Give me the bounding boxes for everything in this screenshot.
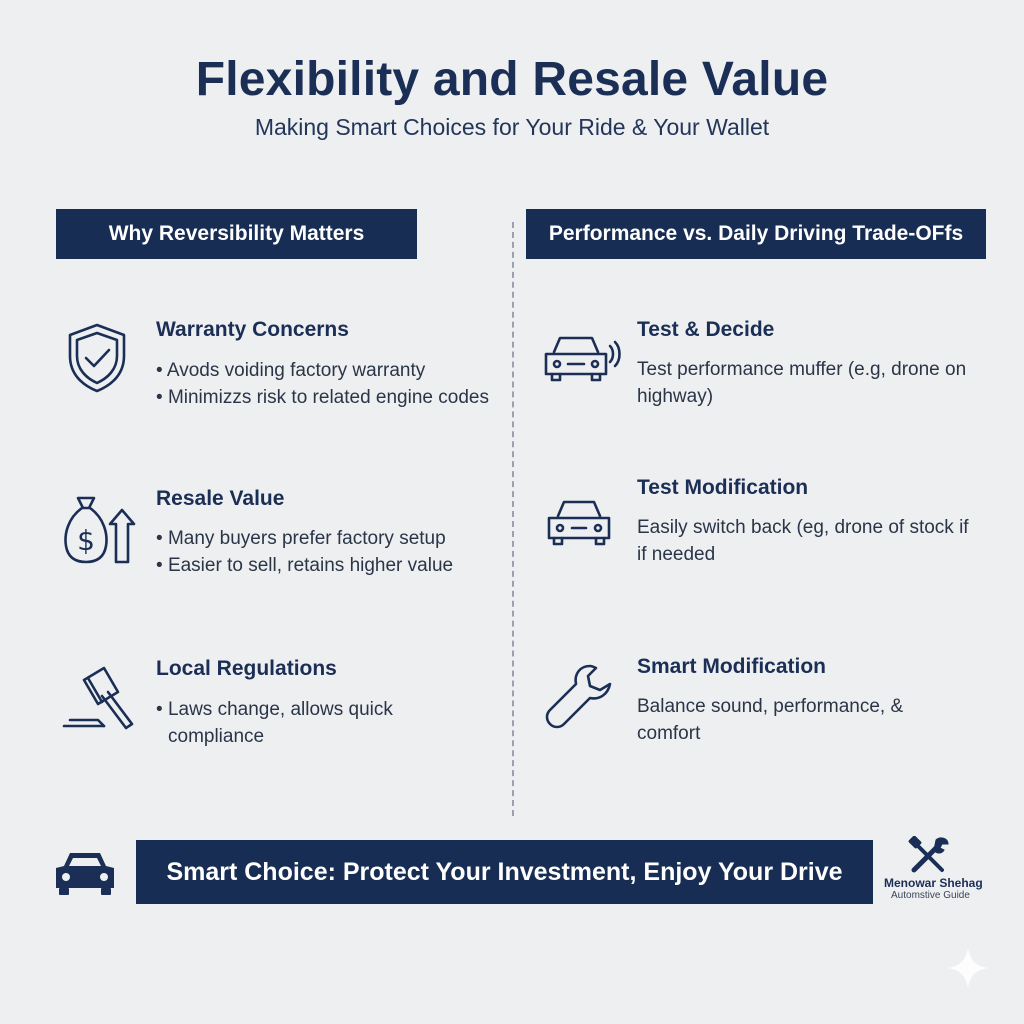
gavel-icon	[60, 666, 140, 736]
warranty-bullet-2: • Minimizzs risk to related engine codes	[156, 384, 489, 411]
smart-modification-line-1: Balance sound, performance, &	[637, 696, 904, 717]
resale-bullet-1: • Many buyers prefer factory setup	[156, 525, 446, 552]
smart-modification-line-2: comfort	[637, 723, 701, 744]
test-decide-line-1: Test performance muffer (e.g, drone on	[637, 359, 967, 380]
car-icon	[546, 498, 612, 546]
brand-name: Menowar Shehag	[884, 876, 983, 890]
local-regulations-title: Local Regulations	[156, 657, 337, 680]
regulations-bullet-continuation: compliance	[168, 726, 265, 747]
crossed-tools-icon	[908, 836, 950, 876]
money-bag-icon	[60, 494, 138, 566]
page-title: Flexibility and Resale Value	[195, 53, 829, 106]
brand-tagline: Automstive Guide	[891, 890, 970, 901]
right-section-heading: Performance vs. Daily Driving Trade-OFfs	[526, 209, 986, 259]
test-modification-line-2: if needed	[637, 544, 716, 565]
summary-banner: Smart Choice: Protect Your Investment, Enjoy Your Drive	[136, 840, 873, 904]
sparkle-icon	[946, 946, 990, 990]
page-subtitle: Making Smart Choices for Your Ride & Your Wallet	[254, 114, 770, 140]
shield-check-icon	[66, 322, 128, 394]
test-modification-title: Test Modification	[637, 476, 809, 499]
test-decide-line-2: highway)	[637, 386, 714, 407]
smart-modification-title: Smart Modification	[637, 655, 827, 678]
regulations-bullet-1: • Laws change, allows quick	[156, 696, 393, 723]
wrench-icon	[544, 662, 614, 732]
left-section-heading: Why Reversibility Matters	[56, 209, 417, 259]
car-solid-icon	[52, 850, 118, 896]
column-divider	[512, 222, 514, 816]
test-modification-line-1: Easily switch back (eg, drone of stock if	[637, 517, 969, 538]
warranty-bullet-1: • Avods voiding factory warranty	[156, 357, 425, 384]
warranty-concerns-title: Warranty Concerns	[156, 318, 349, 341]
resale-bullet-2: • Easier to sell, retains higher value	[156, 552, 453, 579]
test-decide-title: Test & Decide	[637, 318, 775, 341]
resale-value-title: Resale Value	[156, 487, 285, 510]
car-sound-icon	[542, 332, 624, 382]
svg-text:$: $	[77, 524, 95, 557]
